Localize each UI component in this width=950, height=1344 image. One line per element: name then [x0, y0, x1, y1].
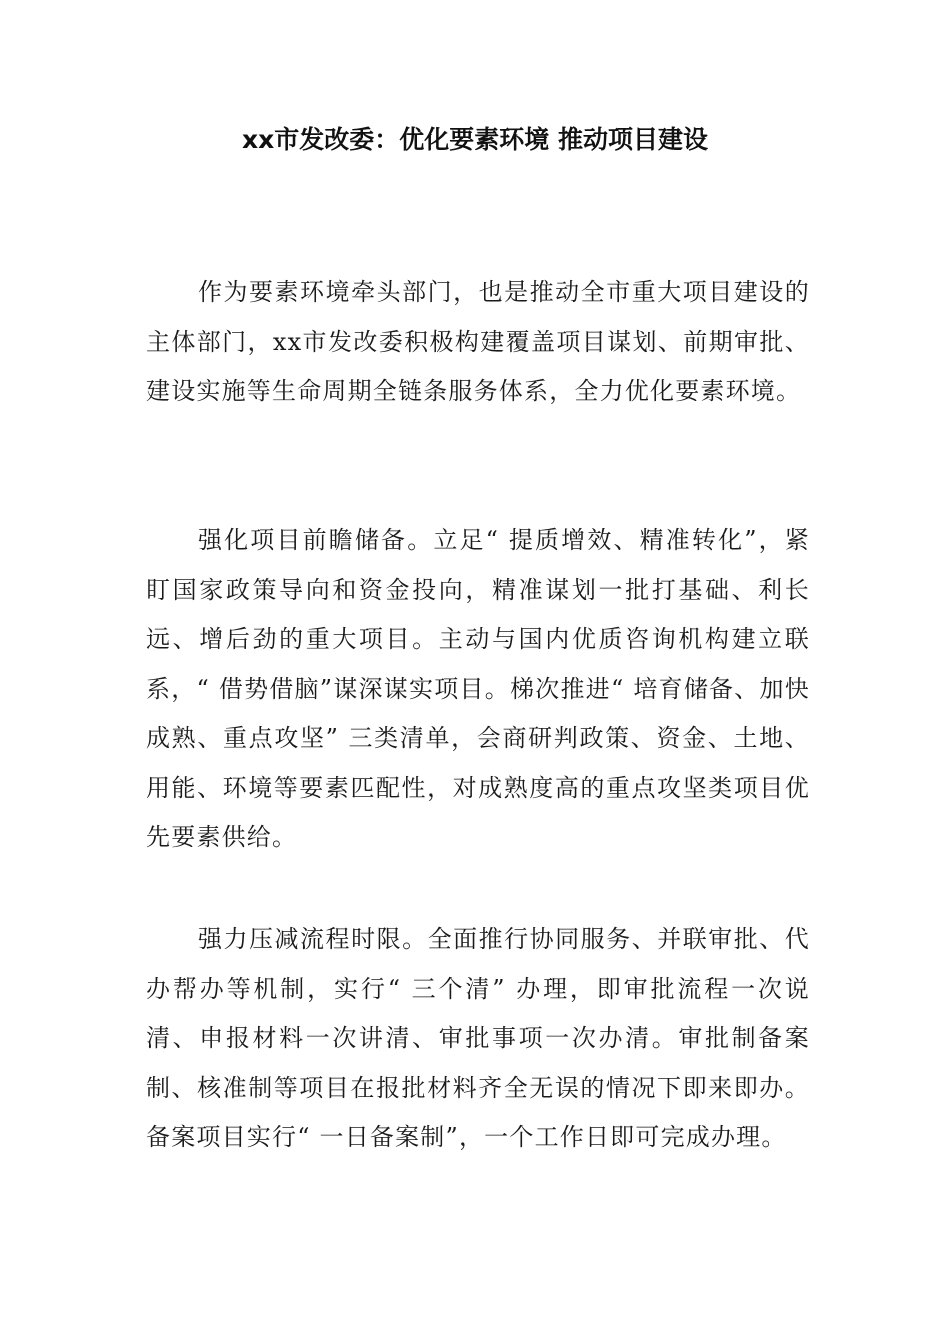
body-paragraph-2: 强化项目前瞻储备。立足“ 提质增效、精准转化”，紧盯国家政策导向和资金投向，精准谋划一批打基础、利长远、增后劲的重大项目。主动与国内优质咨询机构建立联系，“ 借势借脑”谋深谋实项目。梯次推进“ 培育储备、加快成熟、重点攻坚” 三类清单，会商研判政策、资金、土地、用能、环境等要素匹配性，对成熟度高的重点攻坚类项目优先要素供给。 — [146, 526, 810, 851]
body-paragraph-1: 作为要素环境牵头部门，也是推动全市重大项目建设的主体部门，xx市发改委积极构建覆盖项目谋划、前期审批、建设实施等生命周期全链条服务体系，全力优化要素环境。 — [146, 278, 810, 405]
body-paragraph-3: 强力压减流程时限。全面推行协同服务、并联审批、代办帮办等机制，实行“ 三个清” 办理，即审批流程一次说清、申报材料一次讲清、审批事项一次办清。审批制备案制、核准制等项目在报批材料齐全无误的情况下即来即办。备案项目实行“ 一日备案制”，一个工作日即可完成办理。 — [146, 925, 810, 1151]
document-title: xx市发改委：优化要素环境 推动项目建设 — [242, 125, 708, 154]
